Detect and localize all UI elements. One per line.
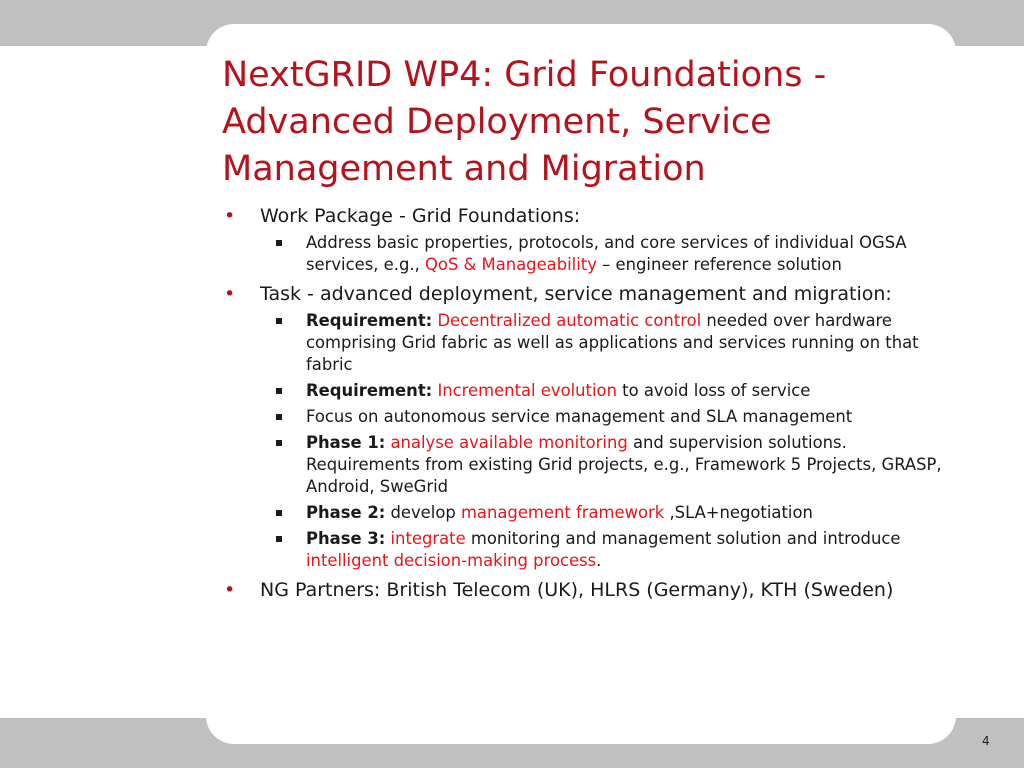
highlight-text: intelligent decision-making process — [306, 551, 597, 570]
sub-text: ,SLA+negotiation — [664, 503, 813, 522]
sub-text: . — [596, 551, 602, 570]
square-bullet-icon — [276, 414, 282, 420]
highlight-text: Decentralized automatic control — [437, 311, 702, 330]
highlight-text: QoS & Manageability — [425, 255, 597, 274]
square-bullet-icon — [276, 388, 282, 394]
sub-text: Address basic properties, protocols, and core services of individual OGSA services, e.g., — [306, 233, 907, 274]
bullet-partners — [222, 578, 942, 602]
square-bullet-icon — [276, 240, 282, 246]
sub-text: Focus on autonomous service management and SLA management — [306, 407, 853, 426]
sub-text: develop — [385, 503, 461, 522]
bullet-dot-icon: • — [224, 283, 236, 305]
sub-text: monitoring and management solution and introduce — [465, 529, 901, 548]
sub-bullet-list — [260, 310, 942, 572]
bullet-dot-icon: • — [224, 579, 236, 601]
square-bullet-icon — [276, 318, 282, 324]
bullet-list — [222, 204, 942, 602]
slide-title: NextGRID WP4: Grid Foundations - Advanced Deployment, Service Management and Migration — [222, 55, 827, 189]
bullet-text: Work Package - Grid Foundations: — [260, 205, 581, 227]
bold-label: Phase 2: — [306, 503, 386, 522]
highlight-text: Incremental evolution — [437, 381, 617, 400]
sub-bullet-requirement-incremental — [260, 380, 942, 402]
square-bullet-icon — [276, 536, 282, 542]
highlight-text: integrate — [390, 529, 466, 548]
bold-label: Requirement: — [306, 311, 433, 330]
slide-body — [222, 204, 942, 608]
bold-label: Phase 1: — [306, 433, 386, 452]
sub-bullet-list — [260, 232, 942, 276]
highlight-text: management framework — [460, 503, 665, 522]
highlight-text: analyse available monitoring — [390, 433, 628, 452]
sub-bullet-address-properties — [260, 232, 942, 276]
bold-label: Requirement: — [306, 381, 433, 400]
bullet-text: NG Partners: British Telecom (UK), HLRS (Germany), KTH (Sweden) — [260, 579, 894, 601]
page-number: 4 — [982, 734, 990, 748]
sub-bullet-phase-2 — [260, 502, 942, 524]
sub-bullet-requirement-decentralized — [260, 310, 942, 376]
sub-bullet-focus — [260, 406, 942, 428]
bold-label: Phase 3: — [306, 529, 386, 548]
sub-text: needed over hardware comprising Grid fabric as well as applications and services running on that fabric — [306, 311, 919, 374]
bullet-task — [222, 282, 942, 572]
sub-bullet-phase-3 — [260, 528, 942, 572]
sub-text: and supervision solutions. Requirements from existing Grid projects, e.g., Framework 5 Projects, GRASP, Android, SweGrid — [306, 433, 942, 496]
bullet-text: Task - advanced deployment, service management and migration: — [260, 283, 892, 305]
square-bullet-icon — [276, 510, 282, 516]
bullet-work-package — [222, 204, 942, 276]
sub-text: to avoid loss of service — [616, 381, 811, 400]
sub-text: – engineer reference solution — [596, 255, 842, 274]
square-bullet-icon — [276, 440, 282, 446]
bullet-dot-icon: • — [224, 205, 236, 227]
sub-bullet-phase-1 — [260, 432, 942, 498]
